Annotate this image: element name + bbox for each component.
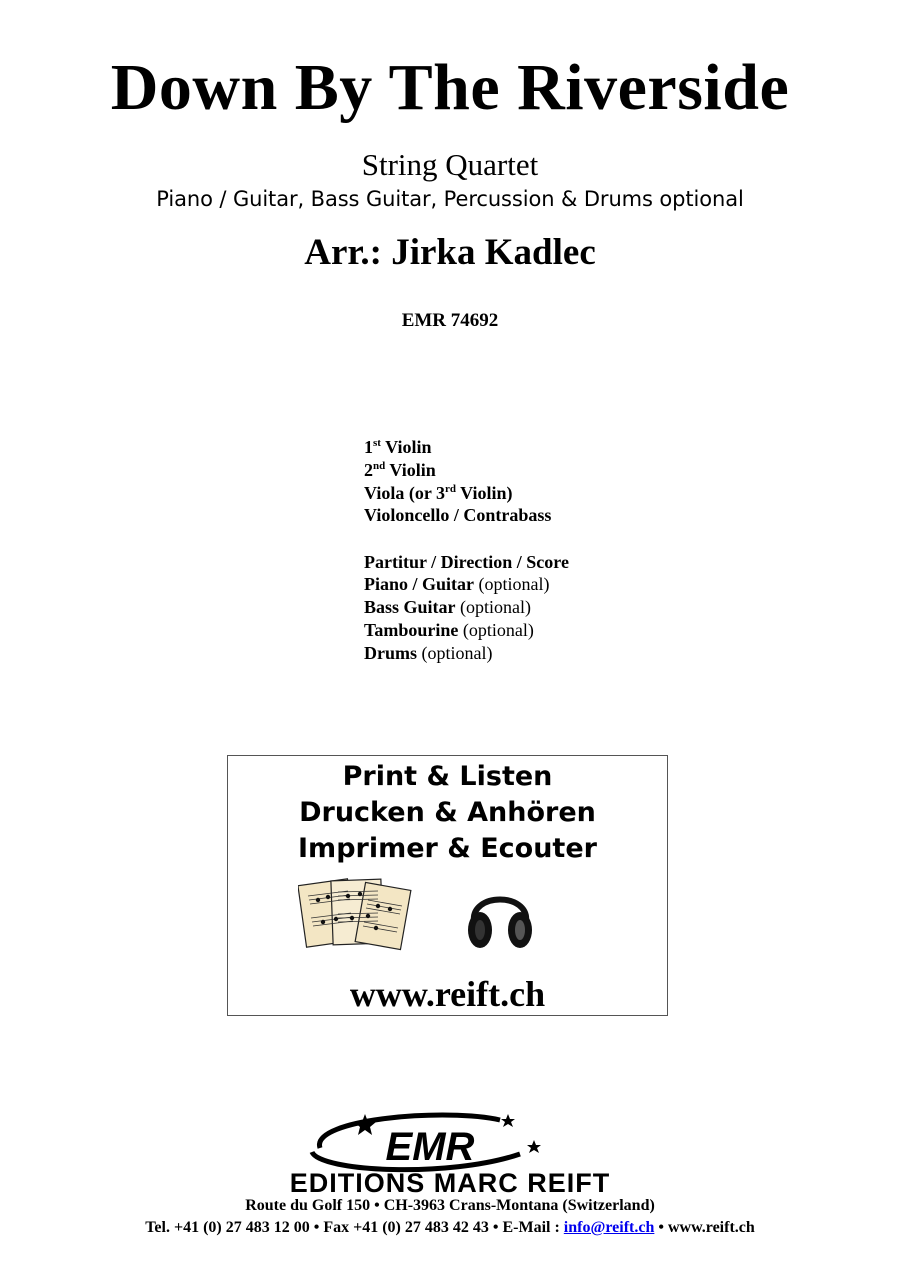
promo-line-german: Drucken & Anhören: [299, 797, 596, 828]
optional-instruments-line: Piano / Guitar, Bass Guitar, Percussion & Drums optional: [156, 187, 744, 211]
publisher-name: EDITIONS MARC REIFT: [289, 1168, 611, 1194]
part-score: Partitur / Direction / Score: [364, 551, 569, 572]
publisher-contact: [0, 1218, 900, 1238]
headphones-icon: [464, 878, 536, 954]
contact-phone-fax: Tel. +41 (0) 27 483 12 00 • Fax +41 (0) 27 483 42 43 • E-Mail :: [145, 1219, 564, 1236]
sheet-music-icon: [298, 876, 412, 954]
part-label: Drums: [364, 642, 417, 663]
optional-note: (optional): [458, 620, 534, 641]
part-label: Bass Guitar: [364, 597, 456, 618]
publisher-address: Route du Golf 150 • CH-3963 Crans-Montana (Switzerland): [245, 1197, 655, 1214]
part-tambourine: [364, 619, 569, 642]
part-cello: Violoncello / Contrabass: [364, 505, 552, 526]
part-bass-guitar: [364, 596, 569, 619]
promo-website-link[interactable]: www.reift.ch: [349, 974, 546, 1014]
optional-note: (optional): [455, 597, 531, 618]
part-label: Violin): [456, 482, 513, 503]
part-ordinal-suffix: rd: [445, 482, 456, 495]
contact-website: • www.reift.ch: [654, 1219, 755, 1236]
emr-logo-mark: EMR: [385, 1125, 475, 1169]
part-viola: [364, 482, 569, 505]
part-label: Tambourine: [364, 620, 459, 641]
optional-note: (optional): [474, 574, 550, 595]
part-piano: [364, 573, 569, 596]
email-link[interactable]: info@reift.ch: [563, 1219, 655, 1236]
print-listen-box: [227, 755, 668, 1016]
promo-line-french: Imprimer & Ecouter: [298, 833, 597, 864]
page-title: Down By The Riverside: [110, 51, 790, 124]
promo-line-english: Print & Listen: [342, 761, 553, 792]
optional-note: (optional): [417, 642, 493, 663]
part-label: Piano / Guitar: [364, 574, 475, 595]
part-ordinal: 2: [364, 459, 373, 480]
emr-logo: [250, 1108, 650, 1194]
catalog-number: EMR 74692: [401, 310, 499, 331]
part-label: Violin: [385, 459, 436, 480]
part-label: Viola (or 3: [364, 482, 445, 503]
part-violin-1: [364, 436, 569, 459]
part-label: Violin: [380, 437, 432, 457]
arranger: Arr.: Jirka Kadlec: [304, 232, 596, 273]
part-ordinal-suffix: nd: [373, 459, 386, 472]
parts-list: [364, 436, 569, 665]
part-ordinal-suffix: st: [373, 437, 381, 449]
part-ordinal: 1: [364, 437, 373, 457]
subtitle: String Quartet: [361, 147, 539, 182]
part-drums: [364, 642, 569, 665]
part-violin-2: [364, 459, 569, 482]
